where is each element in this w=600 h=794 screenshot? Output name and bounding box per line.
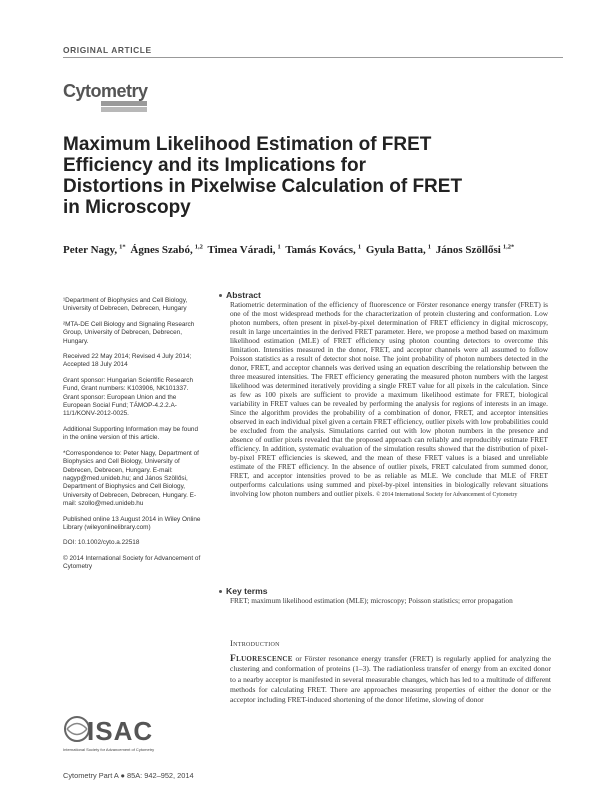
author-4 <box>285 244 361 256</box>
journal-logo <box>63 82 153 112</box>
author-name: Gyula Batta, <box>365 243 426 256</box>
introduction-text: or Förster resonance energy transfer (FRET) is regularly applied for analyzing the clustering and conformation of proteins (1–3). The radiationless transfer of energy from an excited donor to a nearby acceptor is manifested in several measurable changes, which has led to a multitude of different methods for calculating FRET. There are approaches measuring properties of either the donor or the acceptor including FRET-induced shortening of the donor lifetime, slowing of donor <box>230 654 551 705</box>
footer-citation: Cytometry Part A ● 85A: 942–952, 2014 <box>63 771 194 780</box>
author-name: János Szöllősi <box>435 243 501 256</box>
correspondence: *Correspondence to: Peter Nagy, Department of Biophysics and Cell Biology, University of Debrecen, Debrecen, Hungary. E-mail: nagyp@med.unideb.hu; and János Szöllősi, Department of Biophysics and Cell Biology, University of Debrecen, Debrecen, Hungary. E-mail: szollo@med.unideb.hu <box>63 449 199 508</box>
grant-info: Grant sponsor: Hungarian Scientific Research Fund, Grant numbers: K103906, NK101337. Grant sponsor: European Union and the European Social Fund; TÁMOP-4.2.2.A-11/1/KONV-2012-0025. <box>63 376 194 418</box>
copyright: © 2014 International Society for Advancement of Cytometry <box>63 554 201 571</box>
author-name: Ágnes Szabó, <box>130 243 193 256</box>
abstract-heading <box>219 290 261 300</box>
doi: DOI: 10.1002/cyto.a.22518 <box>63 539 140 547</box>
author-affil-mark: 1,2* <box>502 243 515 250</box>
introduction-dropcap: Fluorescence <box>230 654 293 664</box>
abstract-heading-text: Abstract <box>226 290 261 300</box>
author-name: Peter Nagy, <box>63 243 118 256</box>
author-affil-mark: 1,2 <box>194 243 203 250</box>
keywords-heading-text: Key terms <box>226 586 268 596</box>
bullet-icon <box>219 590 222 593</box>
introduction-body <box>230 654 551 705</box>
author-affil-mark: 1 <box>277 243 281 250</box>
supporting-info-note: Additional Supporting Information may be found in the online version of this article. <box>63 425 198 442</box>
isac-tagline: International Society for Advancement of Cytometry <box>63 747 155 752</box>
author-list <box>63 243 583 256</box>
abstract-copyright: © 2014 International Society for Advancement of Cytometry <box>375 492 518 498</box>
received-dates: Received 22 May 2014; Revised 4 July 2014; Accepted 18 July 2014 <box>63 353 192 369</box>
author-affil-mark: 1 <box>357 243 362 250</box>
author-affil-mark: 1 <box>427 243 431 250</box>
author-5 <box>366 244 431 256</box>
author-2 <box>130 244 202 256</box>
bullet-icon <box>219 294 222 297</box>
author-affil-mark: 1* <box>119 243 126 250</box>
author-name: Tamás Kovács, <box>285 243 356 256</box>
isac-logo <box>63 714 203 754</box>
keywords-body: FRET; maximum likelihood estimation (MLE); microscopy; Poisson statistics; error propagation <box>230 596 513 605</box>
abstract-body <box>230 300 548 500</box>
article-info-sidebar <box>63 297 203 579</box>
journal-logo-bar <box>101 101 147 106</box>
section-label: ORIGINAL ARTICLE <box>63 45 152 55</box>
affiliation-2: ²MTA-DE Cell Biology and Signaling Research Group, University of Debrecen, Debrecen, Hungary. <box>63 320 195 345</box>
author-name: Timea Váradi, <box>207 243 276 256</box>
keywords-heading <box>219 586 268 596</box>
isac-name: ISAC <box>87 716 154 746</box>
affiliation-1: ¹Department of Biophysics and Cell Biology, University of Debrecen, Debrecen, Hungary <box>63 297 188 313</box>
journal-logo-bar-2 <box>101 107 147 112</box>
paper-title: Maximum Likelihood Estimation of FRET Efficiency and its Implications for Distortions in Pixelwise Calculation of FRET in Microscopy <box>63 134 463 218</box>
published-online: Published online 13 August 2014 in Wiley Online Library (wileyonlinelibrary.com) <box>63 515 201 531</box>
introduction-heading: Introduction <box>230 638 280 648</box>
top-rule <box>63 57 563 58</box>
author-6 <box>436 244 514 256</box>
abstract-text: Ratiometric determination of the efficiency of fluorescence or Förster resonance energy transfer (FRET) is one of the most widespread methods for the characterization of protein clustering and conformation. Low photon numbers, often present in pixel-by-pixel determination of FRET efficiency in digital microscopy, result in large uncertainties in the derived FRET parameter. Here, we propose a method based on maximum likelihood estimation (MLE) of FRET efficiency using photon counting detectors to overcome this limitation. Intensities measured in the donor, FRET, and acceptor channels were all assumed to follow Poisson statistics as a result of detector shot noise. The joint probability of photon numbers detected in the donor, FRET, and acceptor channels was derived using an equation describing the relationship between the three measured intensities. The FRET efficiency generating the measured photon numbers with the largest likelihood was determined iteratively providing a single FRET value for all pixels in the calculation. Since as few as 100 pixels are sufficient to provide a maximum likelihood estimate for FRET, biological variability in FRET values can be revealed by performing the analysis for regions of interests in an image. Since the algorithm provides the probability of a combination of donor, FRET, and acceptor intensities observed in each individual pixel given a certain FRET efficiency, outlier pixels with low probabilities could be excluded from the analysis. Simulations carried out with low photon numbers in the presence and absence of outlier pixels revealed that the proposed approach can reliably and reproducibly estimate FRET efficiency. In addition, systematic evaluation of the simulation results showed that the distribution of pixel-by-pixel FRET efficiencies is skewed, and the mean of these FRET values is a biased and unreliable estimate of the FRET efficiency. In the absence of outlier pixels, FRET calculated from summed donor, FRET, and acceptor intensities proved to be as reliable as MLE. We conclude that MLE of FRET outperforms calculations using summed and pixel-by-pixel intensities in biologically relevant situations involving low photon numbers and outlier pixels. <box>230 300 548 498</box>
author-3 <box>207 244 280 256</box>
journal-name: Cytometry <box>63 81 148 101</box>
author-1 <box>63 244 126 256</box>
